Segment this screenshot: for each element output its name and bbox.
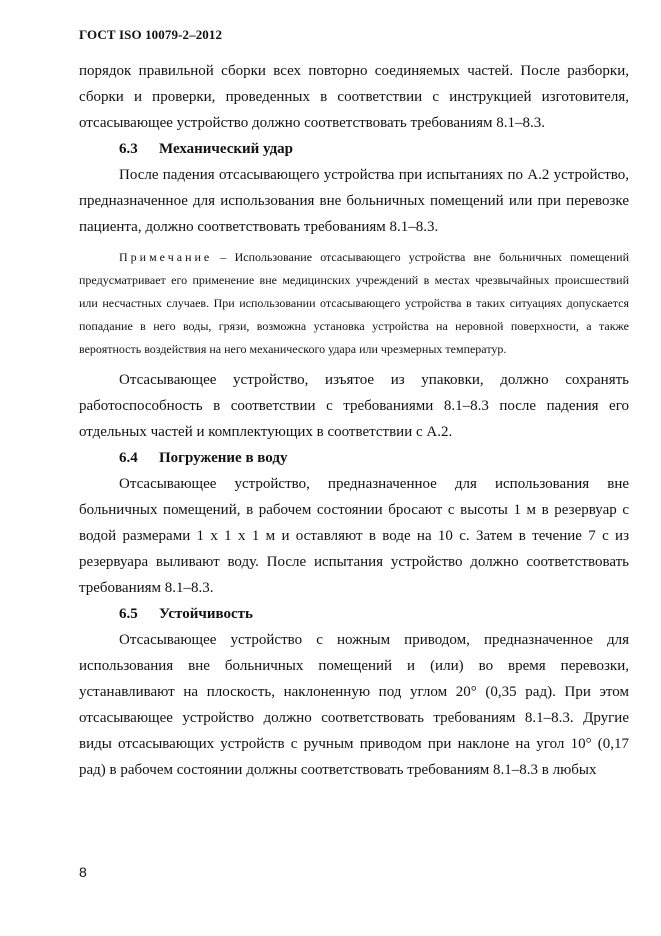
section-heading-6-4 — [79, 445, 629, 471]
section-heading-6-3 — [79, 136, 629, 162]
note-text: Использование отсасывающего устройства вне больничных помещений предусматривает его применение вне медицинских учреждений в местах чрезвычайных происшествий или несчастных случаев. При использовании отсасывающего устройства в таких ситуациях допускается попадание в него воды, грязи, возможна установка устройства на неровной поверхности, а также вероятность воздействия на него механического удара или чрезмерных температур. — [79, 250, 630, 356]
section-title: Погружение в воду — [159, 450, 288, 466]
paragraph-packaging: Отсасывающее устройство, изъятое из упаковки, должно сохранять работоспособность в соответствии с требованиями 8.1–8.3 после падения его отдельных частей и комплектующих в соответствии с А.2. — [79, 372, 629, 440]
section-number: 6.3 — [119, 141, 138, 157]
section-number: 6.5 — [119, 606, 138, 622]
document-body — [79, 58, 629, 783]
section-title: Устойчивость — [159, 606, 253, 622]
section-title: Механический удар — [159, 141, 294, 157]
note-block — [79, 246, 629, 361]
section-heading-6-5 — [79, 601, 629, 627]
note-dash: – — [212, 250, 235, 264]
page-number: 8 — [79, 864, 87, 880]
document-header: ГОСТ ISO 10079-2–2012 — [79, 27, 223, 42]
paragraph-stability: Отсасывающее устройство с ножным приводом, предназначенное для использования вне больничных помещений и (или) во время перевозки, устанавливают на плоскость, наклоненную под углом 20° (0,35 рад). При этом отсасывающее устройство должно соответствовать требованиям 8.1–8.3. Другие виды отсасывающих устройств с ручным приводом при наклоне на угол 10° (0,17 рад) в рабочем состоянии должны соответствовать требованиям 8.1–8.3 в любых — [79, 632, 629, 778]
section-number: 6.4 — [119, 450, 138, 466]
paragraph-continuation: порядок правильной сборки всех повторно соединяемых частей. После разборки, сборки и проверки, проведенных в соответствии с инструкцией изготовителя, отсасывающее устройство должно соответствовать требованиям 8.1–8.3. — [79, 63, 629, 131]
note-label: Примечание — [119, 250, 213, 264]
paragraph-immersion: Отсасывающее устройство, предназначенное для использования вне больничных помещений, в рабочем состоянии бросают с высоты 1 м в резервуар с водой размерами 1 х 1 х 1 м и оставляют в воде на 10 с. Затем в течение 7 с из резервуара выливают воду. После испытания устройство должно соответствовать требованиям 8.1–8.3. — [79, 476, 629, 596]
paragraph-mechanical-shock: После падения отсасывающего устройства при испытаниях по А.2 устройство, предназначенное для использования вне больничных помещений или при перевозке пациента, должно соответствовать требованиям 8.1–8.3. — [79, 167, 629, 235]
